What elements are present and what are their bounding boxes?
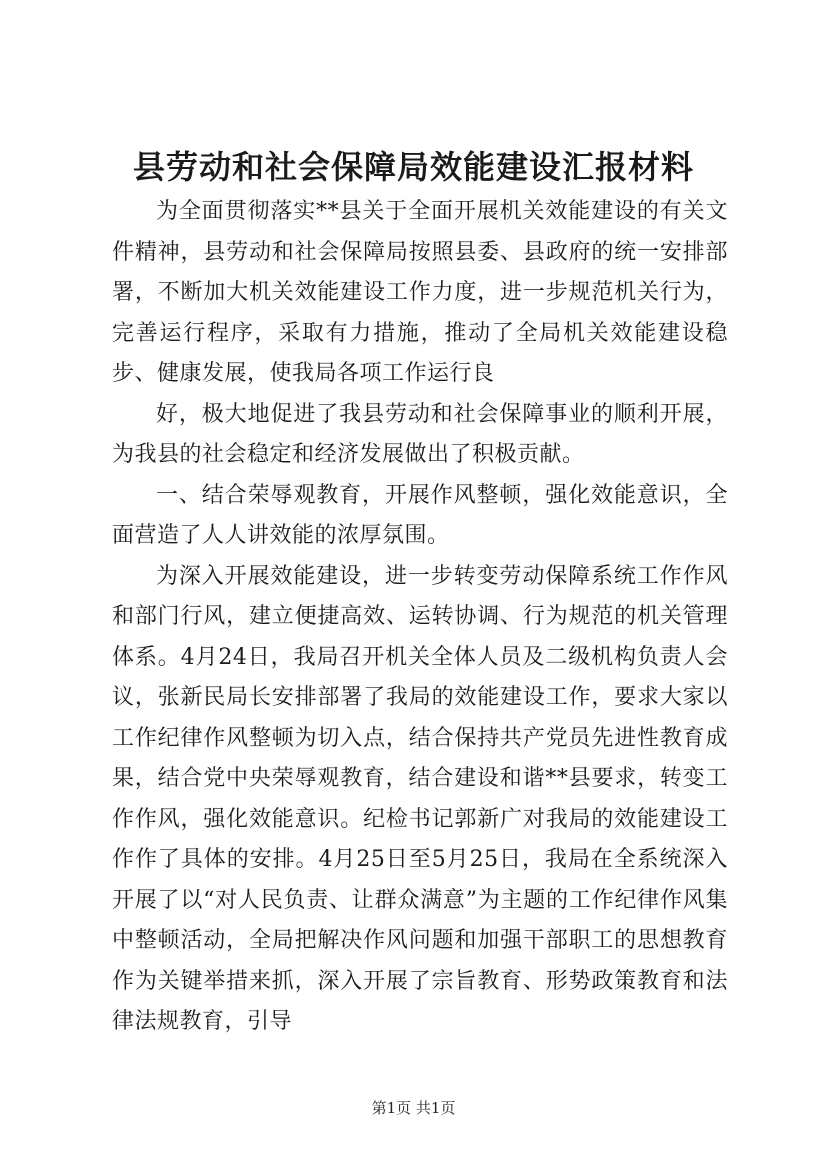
document-title: 县劳动和社会保障局效能建设汇报材料 [132, 148, 694, 186]
paragraph-section-1-body: 为深入开展效能建设，进一步转变劳动保障系统工作作风和部门行风，建立便捷高效、运转协调、行为规范的机关管理体系。4月24日，我局召开机关全体人员及二级机构负责人会议，张新民局长安排部署了我局的效能建设工作，要求大家以工作纪律作风整顿为切入点，结合保持共产党员先进性教育成果，结合党中央荣辱观教育，结合建设和谐**县要求，转变工作作风，强化效能意识。纪检书记郭新广对我局的效能建设工作作了具体的安排。4月25日至5月25日，我局在全系统深入开展了以“对人民负责、让群众满意”为主题的工作纪律作风集中整顿活动，全局把解决作风问题和加强干部职工的思想教育作为关键举措来抓，深入开展了宗旨教育、形势政策教育和法律法规教育，引导 [112, 563, 728, 1034]
section-heading-1: 一、结合荣辱观教育，开展作风整顿，强化效能意识，全面营造了人人讲效能的浓厚氛围。 [112, 482, 728, 548]
document-body [112, 192, 728, 1043]
page-footer: 第1页 共1页 [371, 1099, 456, 1117]
paragraph-intro: 为全面贯彻落实**县关于全面开展机关效能建设的有关文件精神，县劳动和社会保障局按照县委、县政府的统一安排部署，不断加大机关效能建设工作力度，进一步规范机关行为，完善运行程序，采取有力措施，推动了全局机关效能建设稳步、健康发展，使我局各项工作运行良 [112, 199, 728, 386]
paragraph-continuation: 好，极大地促进了我县劳动和社会保障事业的顺利开展，为我县的社会稳定和经济发展做出了积极贡献。 [112, 401, 728, 467]
